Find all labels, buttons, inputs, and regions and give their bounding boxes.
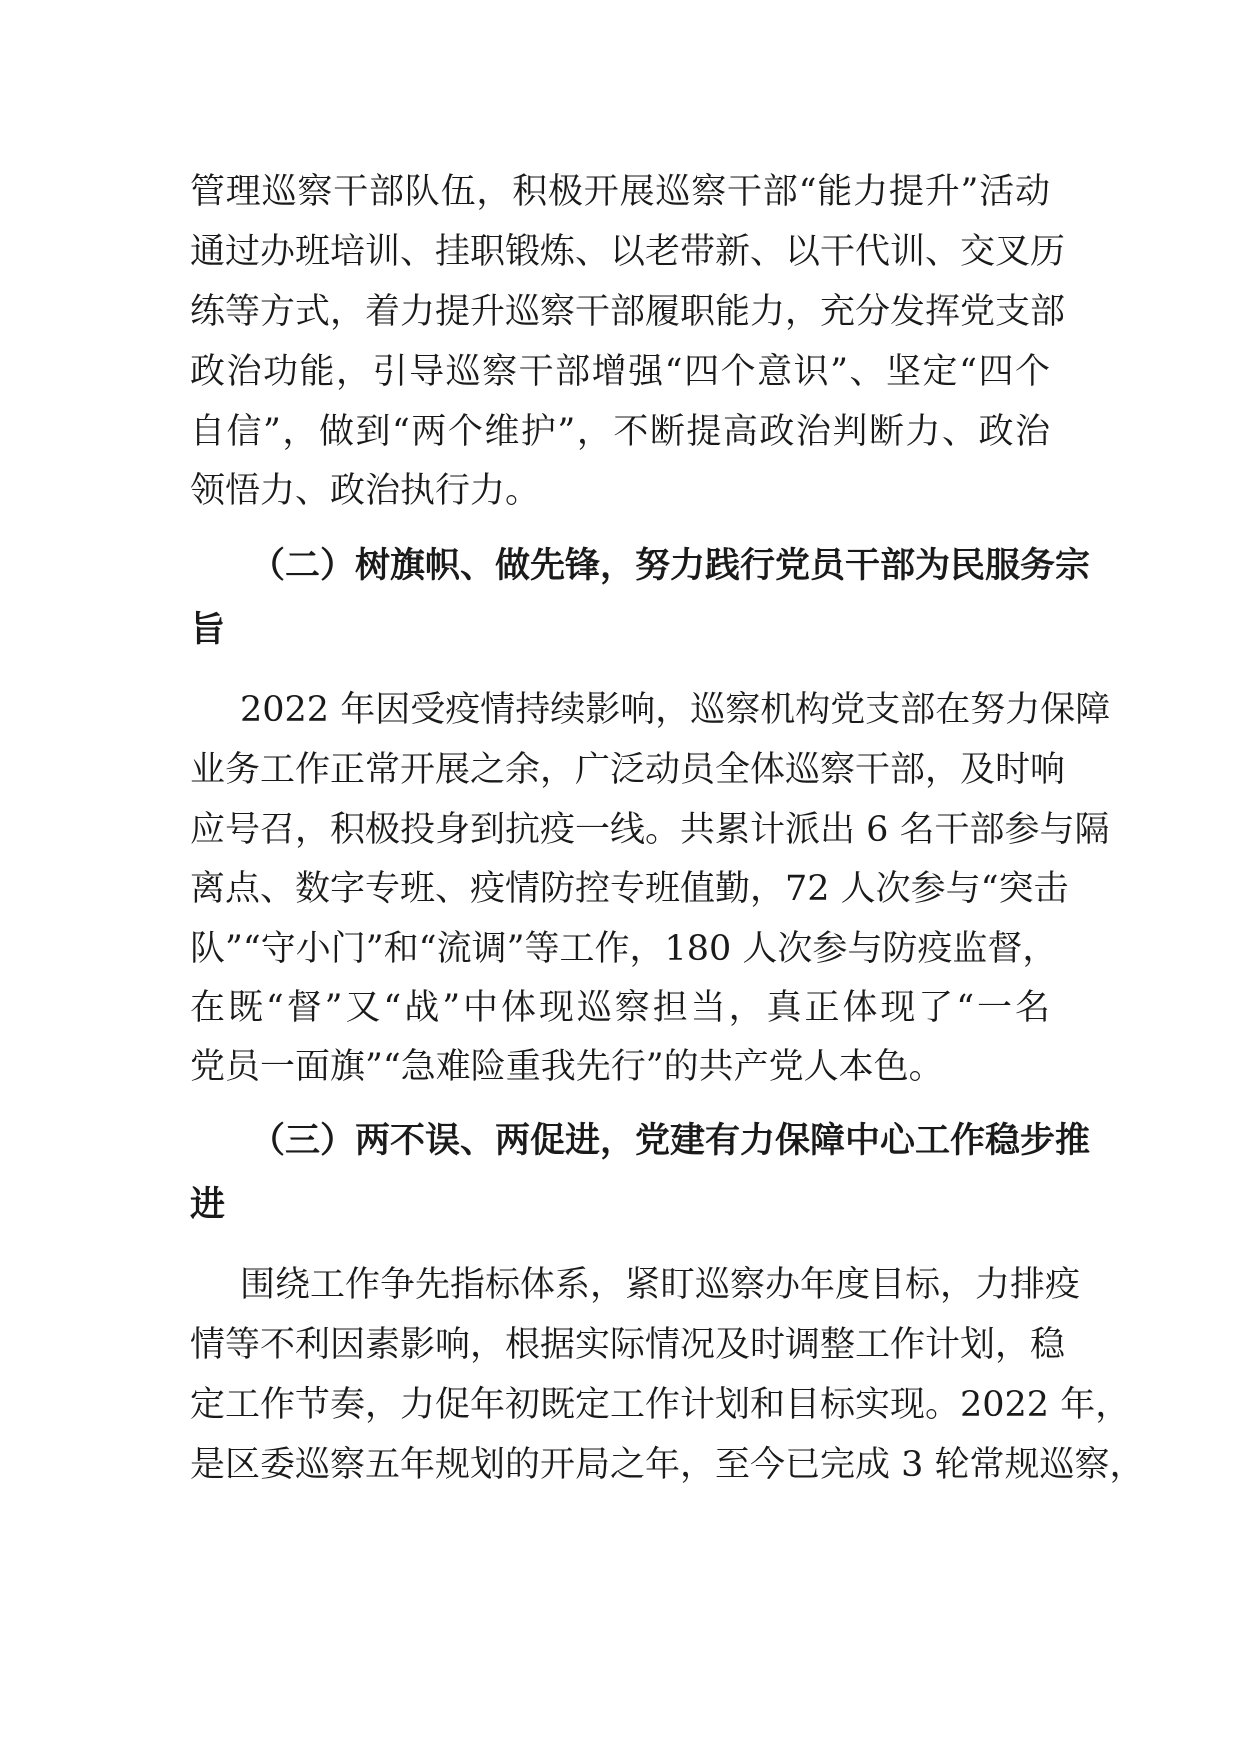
para1-line-3: 练等方式，着力提升巡察干部履职能力，充分发挥党支部	[190, 292, 1066, 332]
para2-line-5: 队”“守小门”和“流调”等工作，180 人次参与防疫监督，	[190, 929, 1058, 969]
section-heading-2-line-2: 旨	[190, 610, 226, 650]
section-heading-2-line-1: （二）树旗帜、做先锋，努力践行党员干部为民服务宗	[250, 546, 1091, 586]
para1-line-2: 通过办班培训、挂职锻炼、以老带新、以干代训、交叉历	[190, 232, 1066, 272]
para2-line-3: 应号召，积极投身到抗疫一线。共累计派出 6 名干部参与隔	[190, 810, 1110, 850]
para2-line-2: 业务工作正常开展之余，广泛动员全体巡察干部，及时响	[190, 750, 1066, 790]
para3-line-4: 是区委巡察五年规划的开局之年，至今已完成 3 轮常规巡察，	[190, 1445, 1145, 1485]
para1-line-4: 政治功能，引导巡察干部增强“四个意识”、坚定“四个	[190, 352, 1050, 392]
para1-line-6: 领悟力、政治执行力。	[190, 471, 541, 511]
section-heading-3-line-1: （三）两不误、两促进，党建有力保障中心工作稳步推	[250, 1121, 1091, 1161]
para3-line-2: 情等不利因素影响，根据实际情况及时调整工作计划，稳	[190, 1325, 1066, 1365]
para3-line-3: 定工作节奏，力促年初既定工作计划和目标实现。2022 年，	[190, 1385, 1131, 1425]
para2-line-7: 党员一面旗”“急难险重我先行”的共产党人本色。	[190, 1047, 944, 1087]
para1-line-1: 管理巡察干部队伍，积极开展巡察干部“能力提升”活动	[190, 172, 1050, 212]
para2-line-6: 在既“督”又“战”中体现巡察担当，真正体现了“一名	[190, 988, 1050, 1028]
para2-line-1: 2022 年因受疫情持续影响，巡察机构党支部在努力保障	[240, 690, 1111, 730]
para1-line-5: 自信”，做到“两个维护”，不断提高政治判断力、政治	[190, 412, 1050, 452]
section-heading-3-line-2: 进	[190, 1185, 226, 1225]
para2-line-4: 离点、数字专班、疫情防控专班值勤，72 人次参与“突击	[190, 869, 1069, 909]
para3-line-1: 围绕工作争先指标体系，紧盯巡察办年度目标，力排疫	[240, 1265, 1081, 1305]
